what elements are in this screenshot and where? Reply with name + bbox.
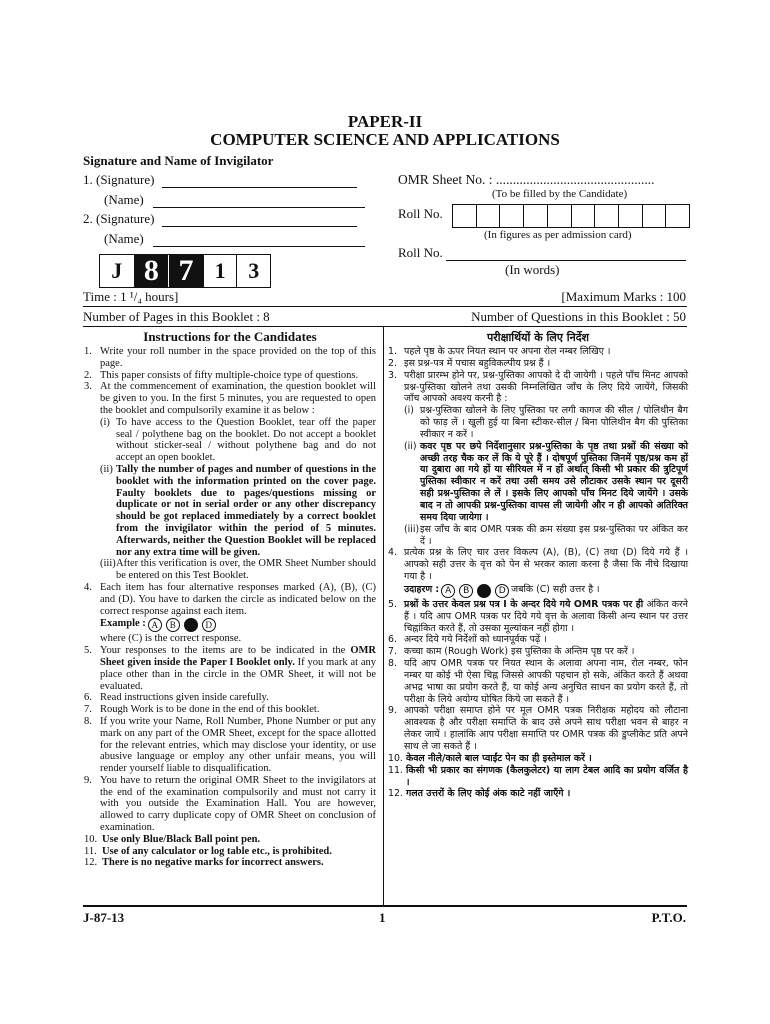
instruction-item: Each item has four alternative responses marked (A), (B), (C) and (D). You have to darken the circle as indicated below on the correct response against each item. — [100, 581, 376, 617]
instruction-item: प्रश्नों के उत्तर केवल प्रश्न पत्र I के अन्दर दिये गये OMR पत्रक पर ही अंकित करने हैं । यदि आप OMR पत्रक पर दिये गये वृत्त के अलावा किसी अन्य स्थान पर उत्तर चिह्नांकित करते हैं, तो उसका मूल्यांकन नहीं होगा । — [404, 598, 688, 634]
code-char: J — [100, 255, 135, 287]
max-marks: [Maximum Marks : 100 — [561, 289, 686, 304]
instructions-en: 1. Write your roll number in the space provided on the top of this page. 2. This paper consists of fifty multiple-choice type of questions. 3. At the commencement of examination, the question booklet will be given to you. In the first 5 minutes, you are requested to open the booklet and compulsorily examine it as below : (i) To have access to the Question Booklet, tear off the paper seal / polythene bag on the booklet. Do not accept a booklet without sticker-seal / without polythene bag and do not accept an open booklet. (ii) Tally the number of pages and number of questions in the booklet with the information printed on the cover page. Faulty booklets due to pages/questions missing or duplicate or not in serial order or any other discrepancy should be got replaced immediately by a correct booklet from the invigilator within the period of 5 minutes. Afterwards, neither the Question Booklet will be replaced nor any extra time will be given. (iii) After this verification is over, the OMR Sheet Number should be entered on this Test Booklet. 4. Each item has four alternative responses marked (A), (B), (C) and (D). You have to darken the circle as indicated below on the correct response against each item. Example : A B C D where (C) is the correct response. 5. Your responses to the items are to be indicated in the OMR Sheet given inside the Paper I Booklet only. If you mark at any place other than in the circle in the OMR Sheet, it will not be evaluated. 6. Read instructions given inside carefully. 7. Rough Work is to be done in the end of this booklet. 8. If you write your Name, Roll Number, Phone Number or put any mark on any part of the OMR Sheet, except for the space allotted for the relevant entries, which may disclose your identity, or use abusive language or employ any other unfair means, you will render yourself liable to disqualification. 9. You have to return the original OMR Sheet to the invigilators at the end of the examination compulsorily and must not carry it with you outside the Examination Hall. You are however, allowed to carry duplicate copy of OMR Sheet on conclusion of examination. 10. Use only Blue/Black Ball point pen. 11. Use of any calculator or log table etc., is prohibited. 12. There is no negative marks for incorrect answers. — [84, 346, 377, 869]
example-row: Example : A B C D — [84, 618, 376, 632]
roll-no-label: Roll No. — [398, 206, 443, 221]
column-divider — [383, 326, 384, 906]
code-char: 3 — [248, 258, 260, 283]
filled-note: (To be filled by the Candidate) — [492, 188, 628, 200]
instruction-item: गलत उत्तरों के लिए कोई अंक काटे नहीं जाएँगे । — [406, 788, 571, 800]
instruction-item: Read instructions given inside carefully. — [100, 692, 269, 704]
instruction-item: Use of any calculator or log table etc., is prohibited. — [102, 845, 332, 857]
option-circle-c-filled: C — [184, 618, 198, 632]
instruction-item: आपको परीक्षा समाप्त होने पर मूल OMR पत्रक निरीक्षक महोदय को लौटाना आवश्यक है और परीक्षा समाप्ति के बाद उसे अपने साथ परीक्षा भवन से बाहर न लेकर जायें । हालांकि आप परीक्षा समाप्ति पर OMR पत्रक की डुप्लीकेट प्रति अपने साथ ले जा सकते हैं । — [404, 705, 688, 752]
instruction-item: किसी भी प्रकार का संगणक (कैलकुलेटर) या लाग टेबल आदि का प्रयोग वर्जित है । — [406, 764, 688, 788]
option-circle-d: D — [495, 584, 509, 598]
instruction-item: Use only Blue/Black Ball point pen. — [102, 833, 261, 845]
instruction-subitem: कवर पृष्ठ पर छपे निर्देशानुसार प्रश्न-पुस्तिका के पृष्ठ तथा प्रश्नों की संख्या को अच्छी तरह चैक कर लें कि ये पूरे हैं । दोषपूर्ण पुस्तिका जिनमें पृष्ठ/प्रश्न कम हों या दुबारा आ गये हों या सीरियल में न हों अर्थात् किसी भी प्रकार की त्रुटिपूर्ण पुस्तिका स्वीकार न करें तथा उसी समय उसे लौटाकर उसके स्थान पर दूसरी सही प्रश्न-पुस्तिका ले लें । इसके लिए आपको पाँच मिनट दिये जायेंगे । उसके बाद न तो आपकी प्रश्न-पुस्तिका वापस ली जायेगी और न ही आपको अतिरिक्त समय दिया जायेगा । — [420, 440, 688, 523]
instruction-item: परीक्षा प्रारम्भ होने पर, प्रश्न-पुस्तिका आपको दे दी जायेगी । पहले पाँच मिनट आपको प्रश्न-पुस्तिका खोलने तथा उसकी निम्नलिखित जाँच के लिए दिये जायेंगे, जिसकी जाँच आपको अवश्य करनी है : — [404, 369, 688, 405]
instruction-item: Your responses to the items are to be indicated in the OMR Sheet given inside the Paper I Booklet only. If you mark at any place other than in the circle in the OMR Sheet, it will not be evaluated. — [100, 645, 377, 692]
instruction-item: This paper consists of fifty multiple-choice type of questions. — [100, 369, 359, 381]
instruction-item: यदि आप OMR पत्रक पर नियत स्थान के अलावा अपना नाम, रोल नम्बर, फोन नम्बर या कोई भी ऐसा चिह्न जिससे आपकी पहचान हो सके, अंकित करते हैं अथवा अभद्र भाषा का प्रयोग करते हैं, या कोई अन्य अनुचित साधन का प्रयोग करते हैं, तो परीक्षा के लिये अयोग्य घोषित किये जा सकते हैं । — [404, 658, 688, 705]
instruction-subitem: इस जाँच के बाद OMR पत्रक की क्रम संख्या इस प्रश्न-पुस्तिका पर अंकित कर दें । — [420, 523, 688, 547]
instruction-subitem: Tally the number of pages and number of questions in the booklet with the information printed on the cover page. Faulty booklets due to pages/questions missing or duplicate or not in serial order or any other discrepancy should be got replaced immediately by a correct booklet from the invigilator within the period of 5 minutes. Afterwards, neither the Question Booklet will be replaced nor any extra time will be given. — [116, 463, 376, 558]
time-label: Time : 1 ¹/₄ hours] — [83, 289, 179, 304]
code-char: 7 — [169, 255, 203, 287]
instruction-item: If you write your Name, Roll Number, Phone Number or put any mark on any part of the OMR Sheet, except for the space allotted for the relevant entries, which may disclose your identity, or use abusive language or employ any other unfair means, you will render yourself liable to disqualification. — [100, 715, 376, 775]
roll-no-boxes — [452, 204, 690, 228]
omr-sheet-no: OMR Sheet No. : ............................................... — [398, 172, 655, 187]
instructions-hi: 1. पहले पृष्ठ के ऊपर नियत स्थान पर अपना रोल नम्बर लिखिए । 2. इस प्रश्न-पत्र में पचास बहुविकल्पीय प्रश्न हैं । 3. परीक्षा प्रारम्भ होने पर, प्रश्न-पुस्तिका आपको दे दी जायेगी । पहले पाँच मिनट आपको प्रश्न-पुस्तिका खोलने तथा उसकी निम्नलिखित जाँच के लिए दिये जायेंगे, जिसकी जाँच आपको अवश्य करनी है : (i) प्रश्न-पुस्तिका खोलने के लिए पुस्तिका पर लगी कागज की सील / पोलिथीन बैग को फाड़ लें । खुली हुई या बिना स्टीकर-सील / बिना पोलिथीन बैग की पुस्तिका स्वीकार न करें । (ii) कवर पृष्ठ पर छपे निर्देशानुसार प्रश्न-पुस्तिका के पृष्ठ तथा प्रश्नों की संख्या को अच्छी तरह चैक कर लें कि ये पूरे हैं । दोषपूर्ण पुस्तिका जिनमें पृष्ठ/प्रश्न कम हों या दुबारा आ गये हों या सीरियल में न हों अर्थात् किसी भी प्रकार की त्रुटिपूर्ण पुस्तिका स्वीकार न करें तथा उसी समय उसे लौटाकर उसके स्थान पर दूसरी सही प्रश्न-पुस्तिका ले लें । इसके लिए आपको पाँच मिनट दिये जायेंगे । उसके बाद न तो आपकी प्रश्न-पुस्तिका वापस ली जायेगी और न ही आपको अतिरिक्त समय दिया जायेगा । (iii) इस जाँच के बाद OMR पत्रक की क्रम संख्या इस प्रश्न-पुस्तिका पर अंकित कर दें । 4. प्रत्येक प्रश्न के लिए चार उत्तर विकल्प (A), (B), (C) तथा (D) दिये गये हैं । आपको सही उत्तर के वृत्त को पेन से भरकर काला करना है जैसा कि नीचे दिखाया गया है । उदाहरण : A B C D जबकि (C) सही उत्तर है । 5. प्रश्नों के उत्तर केवल प्रश्न पत्र I के अन्दर दिये गये OMR पत्रक पर ही अंकित करने हैं । यदि आप OMR पत्रक पर दिये गये वृत्त के अलावा किसी अन्य स्थान पर उत्तर चिह्नांकित करते हैं, तो उसका मूल्यांकन नहीं होगा । 6. अन्दर दिये गये निर्देशों को ध्यानपूर्वक पढ़ें । 7. कच्चा काम (Rough Work) इस पुस्तिका के अन्तिम पृष्ठ पर करें । 8. यदि आप OMR पत्रक पर नियत स्थान के अलावा अपना नाम, रोल नम्बर, फोन नम्बर या कोई भी ऐसा चिह्न जिससे आपकी पहचान हो सके, अंकित करते हैं अथवा अभद्र भाषा का प्रयोग करते हैं, या कोई अन्य अनुचित साधन का प्रयोग करते हैं, तो परीक्षा के लिये अयोग्य घोषित किये जा सकते हैं । 9. आपको परीक्षा समाप्त होने पर मूल OMR पत्रक निरीक्षक महोदय को लौटाना आवश्यक है और परीक्षा समाप्ति के बाद उसे अपने साथ परीक्षा भवन से बाहर न लेकर जायें । हालांकि आप परीक्षा समाप्ति पर OMR पत्रक की डुप्लीकेट प्रति अपने साथ ले जा सकते हैं । 10. केवल नीले/काले बाल प्वाईंट पेन का ही इस्तेमाल करें । 11. किसी भी प्रकार का संगणक (कैलकुलेटर) या लाग टेबल आदि का प्रयोग वर्जित है । 12. गलत उत्तरों के लिए कोई अंक काटे नहीं जाएँगे । — [388, 346, 688, 800]
instruction-subitem: After this verification is over, the OMR Sheet Number should be entered on this Test Booklet. — [116, 558, 376, 582]
instruction-subitem: प्रश्न-पुस्तिका खोलने के लिए पुस्तिका पर लगी कागज की सील / पोलिथीन बैग को फाड़ लें । खुली हुई या बिना स्टीकर-सील / बिना पोलिथीन बैग की पुस्तिका स्वीकार न करें । — [420, 405, 688, 440]
instruction-item: where (C) is the correct response. — [100, 633, 242, 645]
invigilator-heading: Signature and Name of Invigilator — [83, 153, 274, 168]
instructions-heading-en: Instructions for the Candidates — [143, 329, 317, 344]
instruction-item: अन्दर दिये गये निर्देशों को ध्यानपूर्वक पढ़ें । — [404, 634, 547, 646]
paper-code-box — [99, 254, 271, 288]
footer-divider — [83, 905, 687, 907]
pages-count: Number of Pages in this Booklet : 8 — [83, 309, 270, 324]
divider — [83, 306, 687, 307]
option-circle-b: B — [459, 584, 473, 598]
questions-count: Number of Questions in this Booklet : 50 — [471, 309, 686, 324]
signature-1-field: 1. (Signature) — [83, 172, 357, 188]
footer-code: J-87-13 — [83, 910, 125, 925]
roll-figures-note: (In figures as per admission card) — [484, 229, 632, 241]
instruction-item: कच्चा काम (Rough Work) इस पुस्तिका के अन्तिम पृष्ठ पर करें । — [404, 646, 635, 658]
instruction-item: केवल नीले/काले बाल प्वाईंट पेन का ही इस्तेमाल करें । — [406, 752, 592, 764]
name-1-field: (Name) — [104, 192, 365, 208]
divider — [83, 326, 687, 327]
instruction-item: पहले पृष्ठ के ऊपर नियत स्थान पर अपना रोल नम्बर लिखिए । — [404, 346, 611, 357]
instruction-subitem: To have access to the Question Booklet, tear off the paper seal / polythene bag on the booklet. Do not accept a booklet without sticker-seal / without polythene bag and do not accept an open booklet. — [116, 416, 376, 464]
instruction-item: You have to return the original OMR Sheet to the invigilators at the end of the examination compulsorily and must not carry it with you outside the Examination Hall. You are however, allowed to carry duplicate copy of OMR Sheet on conclusion of examination. — [100, 774, 376, 834]
code-char: 8 — [135, 255, 170, 287]
option-circle-a: A — [148, 618, 162, 632]
option-circle-a: A — [441, 584, 455, 598]
example-row-hi: उदाहरण : A B C D जबकि (C) सही उत्तर है । — [404, 583, 600, 596]
instruction-item: इस प्रश्न-पत्र में पचास बहुविकल्पीय प्रश्न हैं । — [404, 357, 551, 369]
code-char: 1 — [203, 255, 238, 287]
signature-2-field: 2. (Signature) — [83, 211, 357, 227]
instruction-item: Rough Work is to be done in the end of this booklet. — [100, 704, 320, 716]
option-circle-c-filled: C — [477, 584, 491, 598]
instruction-item: Write your roll number in the space provided on the top of this page. — [100, 346, 376, 369]
words-note: (In words) — [505, 262, 560, 277]
option-circle-b: B — [166, 618, 180, 632]
subject-title: COMPUTER SCIENCE AND APPLICATIONS — [210, 130, 560, 149]
instruction-item: There is no negative marks for incorrect answers. — [102, 857, 324, 869]
option-circle-d: D — [202, 618, 216, 632]
instruction-item: At the commencement of examination, the question booklet will be given to you. In the first 5 minutes, you are requested to open the booklet and compulsorily examine it as below : — [100, 381, 376, 416]
roll-words-field: Roll No. — [398, 245, 686, 261]
paper-title: PAPER-II — [347, 112, 423, 131]
page-number: 1 — [379, 910, 386, 925]
instructions-heading-hi: परीक्षार्थियों के लिए निर्देश — [486, 331, 590, 344]
pto-label: P.T.O. — [651, 910, 686, 925]
instruction-item: प्रत्येक प्रश्न के लिए चार उत्तर विकल्प (A), (B), (C) तथा (D) दिये गये हैं । आपको सही उत्तर के वृत्त को पेन से भरकर काला करना है जैसा कि नीचे दिखाया गया है । — [404, 547, 688, 583]
name-2-field: (Name) — [104, 231, 365, 247]
